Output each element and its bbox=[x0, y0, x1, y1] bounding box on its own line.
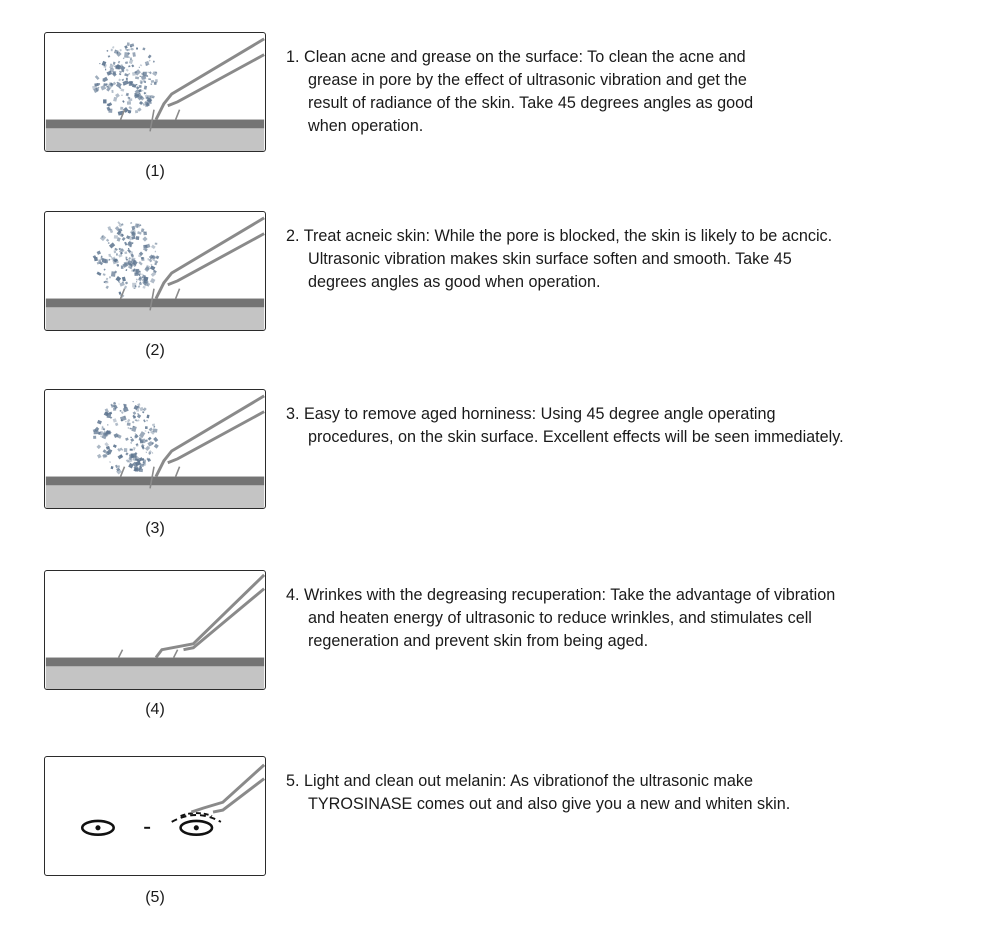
particle bbox=[141, 75, 146, 80]
particle bbox=[138, 285, 140, 288]
particle bbox=[142, 47, 145, 50]
step-3 bbox=[0, 389, 1000, 569]
figure-caption: (5) bbox=[145, 889, 165, 906]
particle bbox=[108, 242, 110, 244]
step-text: 4. Wrinkes with the degreasing recuperation: Take the advantage of vibration and heaten energy of ultrasonic to reduce wrinkles, and stimulates cell regeneration and prevent skin from being aged. bbox=[286, 586, 836, 650]
particle bbox=[113, 97, 117, 102]
particle bbox=[155, 251, 157, 253]
particle bbox=[109, 276, 111, 278]
particle bbox=[143, 231, 147, 235]
particle bbox=[114, 235, 118, 239]
particle bbox=[103, 99, 106, 103]
particle bbox=[129, 59, 133, 64]
skin-base-layer bbox=[46, 307, 264, 330]
particle bbox=[127, 427, 129, 429]
particle bbox=[113, 402, 116, 405]
particle bbox=[128, 106, 132, 110]
figure-caption: (2) bbox=[145, 342, 165, 359]
particle bbox=[115, 423, 119, 427]
particle bbox=[139, 101, 143, 105]
particle bbox=[125, 281, 128, 284]
particle bbox=[119, 403, 120, 404]
particle bbox=[111, 271, 116, 277]
particle bbox=[142, 90, 144, 92]
particle bbox=[123, 407, 129, 413]
step-description bbox=[286, 225, 986, 294]
particle bbox=[151, 80, 154, 83]
particle bbox=[122, 100, 125, 103]
step-text: 2. Treat acneic skin: While the pore is blocked, the skin is likely to be acncic. Ultrasonic vibration makes skin surface soften and smooth. Take 45 degrees angles as good when operation. bbox=[286, 227, 833, 291]
particle bbox=[156, 255, 160, 259]
particle bbox=[97, 271, 102, 275]
particle bbox=[110, 63, 111, 65]
horniness-removal-svg bbox=[45, 390, 265, 508]
particle bbox=[119, 291, 122, 294]
skin-surface-layer bbox=[46, 299, 264, 308]
particle bbox=[145, 439, 148, 442]
particle bbox=[153, 437, 158, 442]
skin-base-layer bbox=[46, 128, 264, 151]
particle bbox=[107, 424, 108, 425]
particle bbox=[124, 286, 127, 290]
particle bbox=[122, 277, 126, 282]
particle bbox=[138, 261, 142, 265]
particle bbox=[130, 222, 132, 224]
melanin-center-dot bbox=[95, 825, 100, 830]
particle bbox=[115, 276, 121, 282]
step-text: 5. Light and clean out melanin: As vibrationof the ultrasonic make TYROSINASE comes out and also give you a new and whiten skin. bbox=[286, 772, 791, 813]
skin-surface-layer bbox=[46, 477, 264, 486]
step-5 bbox=[0, 756, 1000, 936]
particle bbox=[141, 274, 142, 275]
skin-base-layer bbox=[46, 485, 264, 508]
particle bbox=[133, 288, 135, 290]
melanin-whitening-illustration bbox=[44, 756, 266, 876]
particle bbox=[93, 436, 96, 439]
particle bbox=[103, 273, 106, 276]
step-description bbox=[286, 584, 986, 653]
particle bbox=[126, 69, 129, 72]
particle bbox=[130, 449, 133, 451]
particle bbox=[121, 265, 124, 268]
particle bbox=[98, 259, 100, 261]
particle bbox=[120, 49, 122, 51]
particle bbox=[96, 444, 101, 449]
particle bbox=[97, 454, 101, 459]
particle bbox=[118, 254, 122, 258]
particle bbox=[125, 269, 127, 271]
particle bbox=[120, 88, 124, 91]
particle bbox=[128, 242, 132, 246]
particle bbox=[106, 431, 110, 435]
particle bbox=[111, 49, 113, 51]
melanin-center-dot bbox=[194, 825, 199, 830]
particle bbox=[153, 61, 155, 63]
particle bbox=[97, 251, 101, 255]
skin-cleaning-svg bbox=[45, 33, 265, 151]
particle bbox=[124, 261, 130, 266]
particle bbox=[94, 83, 98, 87]
particle bbox=[150, 264, 152, 266]
particle bbox=[153, 428, 158, 432]
particle bbox=[111, 90, 113, 93]
particle bbox=[106, 239, 109, 242]
particle bbox=[136, 278, 138, 280]
particle bbox=[124, 52, 129, 58]
particle bbox=[149, 71, 152, 74]
particle bbox=[148, 437, 152, 441]
particle bbox=[102, 236, 104, 238]
particle bbox=[136, 88, 138, 89]
particle bbox=[136, 270, 139, 273]
particle bbox=[125, 257, 127, 259]
particle bbox=[122, 79, 125, 81]
particle bbox=[120, 410, 122, 412]
particle bbox=[119, 86, 121, 89]
particle bbox=[139, 431, 145, 438]
particle bbox=[139, 67, 140, 69]
particle bbox=[150, 265, 155, 270]
step-text: 1. Clean acne and grease on the surface: To clean the acne and grease in pore by the effect of ultrasonic vibration and get the result of radiance of the skin. Take 45 degrees angles as good when operation. bbox=[286, 48, 754, 135]
particle bbox=[137, 403, 140, 406]
horniness-removal-illustration bbox=[44, 389, 266, 509]
particle bbox=[152, 452, 154, 454]
step-description bbox=[286, 403, 986, 449]
particle bbox=[105, 285, 108, 289]
particle bbox=[142, 236, 147, 241]
wrinkle-reduction-svg bbox=[45, 571, 265, 689]
step-description bbox=[286, 46, 986, 138]
particle bbox=[105, 69, 106, 71]
particle bbox=[150, 83, 152, 85]
particle bbox=[139, 407, 143, 411]
particle bbox=[118, 61, 120, 64]
particle bbox=[124, 448, 127, 452]
particle bbox=[133, 447, 136, 449]
particle bbox=[140, 282, 141, 283]
particle bbox=[128, 248, 129, 249]
particle bbox=[111, 466, 114, 469]
particle bbox=[127, 101, 131, 105]
particle bbox=[104, 442, 109, 447]
particle bbox=[150, 278, 155, 283]
particle bbox=[123, 57, 125, 59]
particle bbox=[118, 454, 124, 459]
particle bbox=[109, 412, 112, 415]
hair-strokes bbox=[119, 650, 178, 658]
step-2 bbox=[0, 211, 1000, 391]
particle bbox=[108, 254, 111, 257]
particle bbox=[124, 73, 129, 77]
particle bbox=[106, 50, 108, 52]
particle bbox=[115, 465, 118, 468]
ultrasonic-probe-lower-icon bbox=[213, 779, 264, 812]
particle bbox=[129, 428, 131, 430]
step-description bbox=[286, 770, 986, 816]
particle bbox=[131, 64, 134, 67]
particle bbox=[147, 71, 149, 73]
particle bbox=[128, 97, 131, 99]
particle bbox=[113, 62, 116, 65]
particle bbox=[119, 73, 121, 75]
particle bbox=[119, 282, 124, 287]
particle bbox=[127, 42, 130, 46]
particle bbox=[133, 411, 137, 415]
ultrasonic-probe-lower-icon bbox=[168, 412, 264, 463]
particle bbox=[121, 94, 123, 96]
particle bbox=[145, 430, 147, 431]
particle bbox=[154, 444, 159, 449]
ultrasonic-probe-icon bbox=[156, 396, 264, 477]
particle bbox=[146, 415, 149, 419]
acne-treatment-illustration bbox=[44, 211, 266, 331]
particle bbox=[143, 419, 146, 422]
particle bbox=[146, 452, 147, 454]
particle bbox=[131, 269, 133, 271]
particle bbox=[124, 45, 128, 49]
particle bbox=[131, 426, 136, 432]
particle bbox=[120, 107, 123, 110]
skin-surface-layer bbox=[46, 658, 264, 667]
particle bbox=[130, 437, 132, 439]
particle bbox=[148, 55, 152, 59]
particle bbox=[127, 259, 128, 261]
ultrasonic-probe-icon bbox=[156, 39, 264, 120]
particle bbox=[109, 242, 115, 248]
particle bbox=[141, 257, 144, 261]
horniness-particles bbox=[93, 401, 159, 475]
particle bbox=[132, 421, 135, 424]
particle bbox=[106, 278, 109, 281]
particle bbox=[113, 444, 117, 448]
particle bbox=[145, 244, 151, 249]
particle bbox=[135, 76, 139, 79]
skin-base-layer bbox=[46, 666, 264, 689]
skin-cleaning-illustration bbox=[44, 32, 266, 152]
particle bbox=[126, 93, 129, 97]
skin-surface-layer bbox=[46, 120, 264, 129]
particle bbox=[137, 419, 139, 421]
particle bbox=[128, 65, 130, 67]
particle bbox=[139, 466, 140, 468]
particle bbox=[134, 272, 138, 276]
particle bbox=[133, 449, 135, 451]
particle bbox=[140, 76, 142, 77]
particle bbox=[141, 228, 145, 232]
particle bbox=[103, 268, 105, 270]
particle bbox=[136, 236, 140, 240]
particle bbox=[153, 426, 155, 428]
particle bbox=[108, 55, 110, 57]
ultrasonic-probe-icon bbox=[156, 575, 264, 658]
particle bbox=[104, 281, 105, 283]
ultrasonic-probe-lower-icon bbox=[168, 55, 264, 106]
ultrasonic-probe-lower-icon bbox=[168, 234, 264, 285]
particle bbox=[122, 237, 126, 241]
particle bbox=[127, 419, 131, 423]
particle bbox=[127, 422, 131, 425]
particle bbox=[125, 452, 128, 455]
particle bbox=[128, 257, 131, 260]
particle bbox=[137, 107, 141, 111]
particle bbox=[125, 437, 129, 440]
figure-caption: (4) bbox=[145, 701, 165, 718]
acne-particles bbox=[93, 221, 160, 298]
particle bbox=[112, 46, 115, 49]
particle bbox=[143, 103, 145, 106]
particle bbox=[109, 461, 111, 463]
particle bbox=[142, 411, 144, 413]
melanin-whitening-svg bbox=[45, 757, 265, 875]
step-4 bbox=[0, 570, 1000, 750]
particle bbox=[151, 245, 156, 250]
particle bbox=[99, 63, 100, 64]
particle bbox=[155, 243, 158, 245]
particle bbox=[146, 97, 149, 99]
acne-particles bbox=[92, 42, 158, 115]
particle bbox=[130, 438, 134, 442]
particle bbox=[118, 79, 121, 82]
wrinkle-reduction-illustration bbox=[44, 570, 266, 690]
particle bbox=[97, 420, 102, 425]
particle bbox=[136, 281, 137, 282]
particle bbox=[148, 78, 151, 80]
particle bbox=[152, 424, 155, 427]
acne-treatment-svg bbox=[45, 212, 265, 330]
particle bbox=[113, 418, 117, 422]
particle bbox=[97, 262, 100, 265]
particle bbox=[132, 283, 136, 288]
particle bbox=[149, 60, 151, 62]
particle bbox=[145, 64, 147, 66]
particle bbox=[124, 251, 127, 254]
step-text: 3. Easy to remove aged horniness: Using 45 degree angle operating procedures, on the skin surface. Excellent effects will be seen immediately. bbox=[286, 405, 844, 446]
particle bbox=[135, 110, 138, 113]
particle bbox=[140, 64, 142, 66]
particle bbox=[148, 431, 150, 433]
particle bbox=[116, 253, 118, 255]
particle bbox=[124, 242, 127, 246]
particle bbox=[95, 75, 100, 80]
particle bbox=[137, 414, 141, 418]
particle bbox=[132, 401, 134, 402]
particle bbox=[115, 93, 120, 98]
particle bbox=[132, 52, 136, 57]
particle bbox=[121, 411, 124, 414]
particle bbox=[127, 49, 130, 51]
ultrasonic-probe-icon bbox=[156, 218, 264, 299]
figure-caption: (1) bbox=[145, 163, 165, 180]
particle bbox=[101, 436, 102, 437]
particle bbox=[126, 78, 128, 80]
particle bbox=[145, 426, 148, 429]
particle bbox=[114, 250, 117, 253]
particle bbox=[144, 86, 147, 90]
particle bbox=[155, 79, 158, 82]
particle bbox=[146, 420, 148, 422]
particle bbox=[125, 421, 127, 423]
particle bbox=[125, 61, 128, 64]
step-1 bbox=[0, 32, 1000, 212]
particle bbox=[143, 286, 146, 289]
particle bbox=[118, 465, 120, 467]
particle bbox=[135, 419, 137, 421]
figure-caption: (3) bbox=[145, 520, 165, 537]
particle bbox=[136, 48, 138, 50]
particle bbox=[130, 442, 132, 443]
